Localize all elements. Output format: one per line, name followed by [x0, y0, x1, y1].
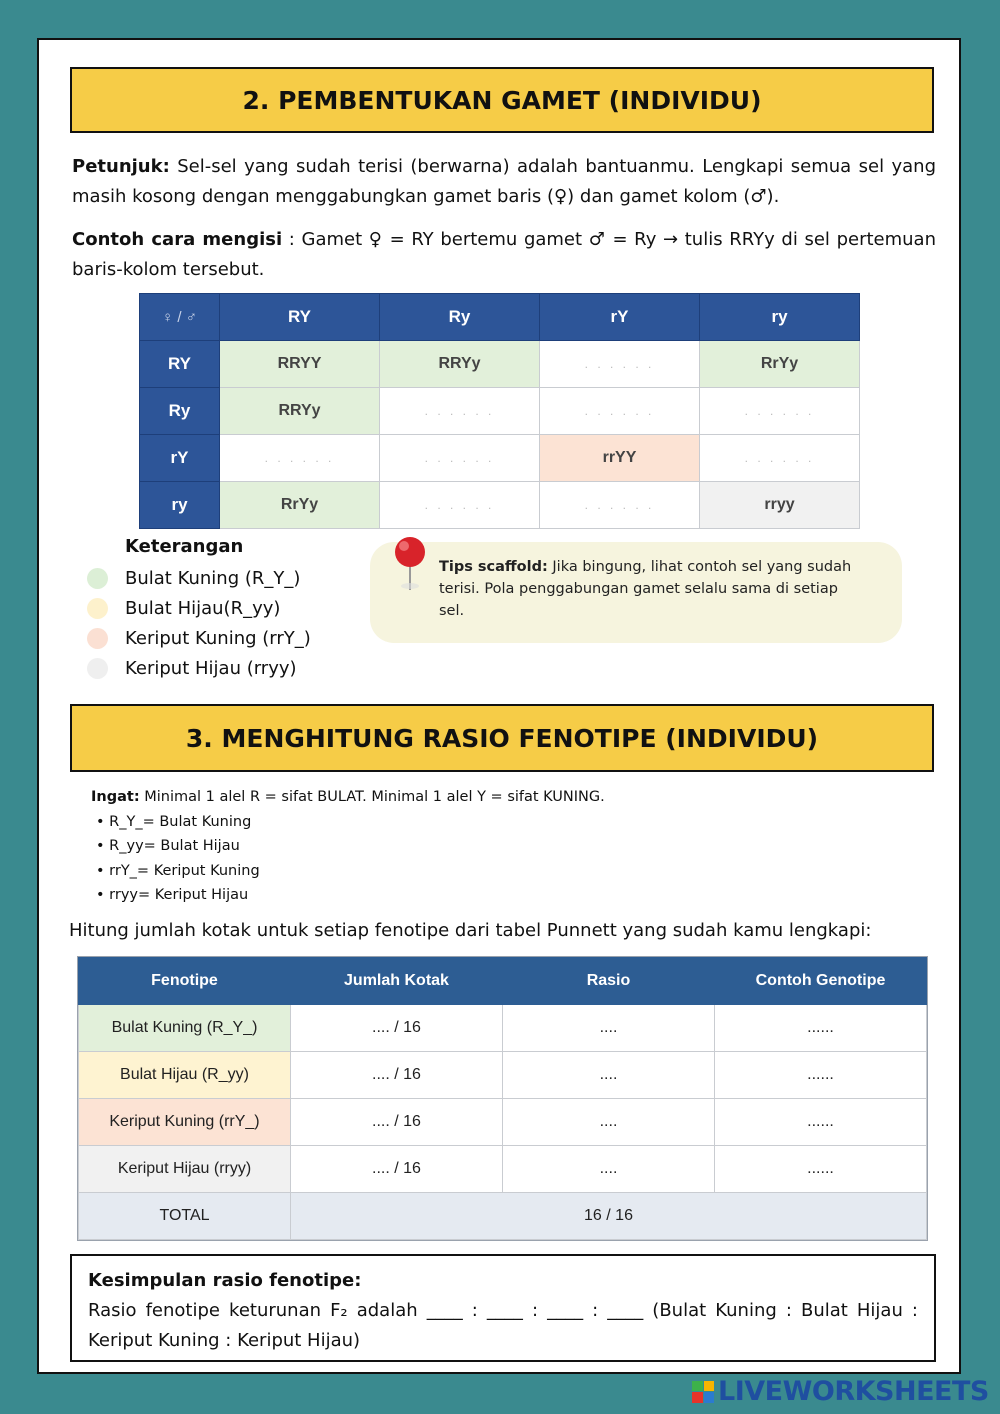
punnett-row — [140, 388, 860, 435]
fenotipe-name: Keriput Kuning (rrY_) — [79, 1099, 291, 1146]
fenotipe-header-row — [79, 958, 927, 1005]
ingat-line — [91, 785, 605, 810]
example-text: : Gamet ♀ = RY bertemu gamet ♂ = Ry → tulis RRYy di sel pertemuan baris-kolom tersebut. — [72, 229, 936, 280]
legend-item — [87, 653, 311, 683]
instruction-label: Petunjuk: — [72, 156, 170, 177]
fenotipe-row — [79, 1005, 927, 1052]
punnett-row-header: Ry — [140, 388, 220, 435]
rasio-input[interactable]: .... — [503, 1005, 715, 1052]
punnett-cell-empty[interactable]: . . . . . . — [380, 482, 540, 529]
punnett-cell-filled: RRYy — [220, 388, 380, 435]
legend — [87, 536, 311, 683]
instruction-text: Sel-sel yang sudah terisi (berwarna) adalah bantuanmu. Lengkapi semua sel yang masih kosong dengan menggabungkan gamet baris (♀) dan gamet kolom (♂). — [72, 156, 936, 207]
legend-swatch — [87, 568, 108, 589]
fenotipe-table — [78, 957, 927, 1240]
genotipe-input[interactable]: ...... — [715, 1005, 927, 1052]
punnett-row — [140, 341, 860, 388]
ingat-bullet: • rryy= Keriput Hijau — [96, 887, 249, 903]
legend-label: Bulat Hijau(R_yy) — [125, 597, 281, 619]
genotipe-input[interactable]: ...... — [715, 1052, 927, 1099]
punnett-row — [140, 435, 860, 482]
jumlah-input[interactable]: .... / 16 — [291, 1005, 503, 1052]
ingat-block — [91, 785, 605, 908]
fenotipe-name: Keriput Hijau (rryy) — [79, 1146, 291, 1193]
conclusion-box — [70, 1254, 936, 1362]
total-value: 16 / 16 — [291, 1193, 927, 1240]
jumlah-input[interactable]: .... / 16 — [291, 1146, 503, 1193]
fenotipe-row — [79, 1099, 927, 1146]
tips-label: Tips scaffold: — [439, 559, 548, 575]
tips-box — [370, 542, 902, 643]
fenotipe-table-wrap — [77, 956, 928, 1241]
jumlah-input[interactable]: .... / 16 — [291, 1052, 503, 1099]
ingat-text: Minimal 1 alel R = sifat BULAT. Minimal 1 alel Y = sifat KUNING. — [144, 789, 605, 805]
rasio-input[interactable]: .... — [503, 1099, 715, 1146]
example-label: Contoh cara mengisi — [72, 229, 283, 250]
instruction-paragraph — [72, 152, 936, 212]
rasio-input[interactable]: .... — [503, 1052, 715, 1099]
punnett-row-header: RY — [140, 341, 220, 388]
legend-label: Keriput Kuning (rrY_) — [125, 627, 311, 649]
liveworksheets-logo-icon — [692, 1381, 714, 1403]
conclusion-label: Kesimpulan rasio fenotipe: — [88, 1270, 362, 1291]
worksheet-page — [37, 38, 961, 1374]
punnett-cell-empty[interactable]: . . . . . . — [540, 388, 700, 435]
legend-item — [87, 593, 311, 623]
punnett-cell-empty[interactable]: . . . . . . — [380, 388, 540, 435]
punnett-row-header: rY — [140, 435, 220, 482]
tips-text: Jika bingung, lihat contoh sel yang sudah terisi. Pola penggabungan gamet selalu sama di setiap sel. — [439, 559, 852, 619]
punnett-corner: ♀ / ♂ — [140, 294, 220, 341]
punnett-cell-empty[interactable]: . . . . . . — [700, 388, 860, 435]
liveworksheets-brand — [692, 1376, 989, 1407]
legend-label: Bulat Kuning (R_Y_) — [125, 567, 301, 589]
section-2-title: 2. PEMBENTUKAN GAMET (INDIVIDU) — [70, 67, 934, 133]
section-3-title: 3. MENGHITUNG RASIO FENOTIPE (INDIVIDU) — [70, 704, 934, 772]
legend-swatch — [87, 658, 108, 679]
ingat-bullet: • R_yy= Bulat Hijau — [96, 838, 240, 854]
rasio-input[interactable]: .... — [503, 1146, 715, 1193]
legend-item — [87, 563, 311, 593]
fenotipe-col-header: Contoh Genotipe — [715, 958, 927, 1005]
legend-swatch — [87, 598, 108, 619]
punnett-cell-empty[interactable]: . . . . . . — [540, 341, 700, 388]
fenotipe-name: Bulat Hijau (R_yy) — [79, 1052, 291, 1099]
punnett-cell-filled: rrYY — [540, 435, 700, 482]
legend-swatch — [87, 628, 108, 649]
genotipe-input[interactable]: ...... — [715, 1146, 927, 1193]
punnett-col-header: RY — [220, 294, 380, 341]
punnett-col-header: Ry — [380, 294, 540, 341]
ingat-bullet: • R_Y_= Bulat Kuning — [96, 813, 252, 830]
punnett-header-row — [140, 294, 860, 341]
pushpin-icon — [390, 536, 430, 592]
total-label: TOTAL — [79, 1193, 291, 1240]
brand-text: LIVEWORKSHEETS — [718, 1376, 989, 1407]
fenotipe-col-header: Jumlah Kotak — [291, 958, 503, 1005]
punnett-cell-empty[interactable]: . . . . . . — [700, 435, 860, 482]
punnett-cell-empty[interactable]: . . . . . . — [540, 482, 700, 529]
genotipe-input[interactable]: ...... — [715, 1099, 927, 1146]
ingat-bullet: • rrY_= Keriput Kuning — [96, 862, 260, 879]
fenotipe-total-row — [79, 1193, 927, 1240]
punnett-cell-filled: RrYy — [700, 341, 860, 388]
punnett-cell-empty[interactable]: . . . . . . — [220, 435, 380, 482]
legend-item — [87, 623, 311, 653]
punnett-cell-filled: RRYY — [220, 341, 380, 388]
punnett-col-header: ry — [700, 294, 860, 341]
punnett-col-header: rY — [540, 294, 700, 341]
punnett-row-header: ry — [140, 482, 220, 529]
punnett-cell-filled: rryy — [700, 482, 860, 529]
conclusion-text[interactable]: Rasio fenotipe keturunan F₂ adalah ____ : ____ : ____ : ____ (Bulat Kuning : Bulat Hijau : Keriput Kuning : Keriput Hijau) — [88, 1300, 918, 1351]
fenotipe-col-header: Rasio — [503, 958, 715, 1005]
legend-label: Keriput Hijau (rryy) — [125, 657, 297, 679]
punnett-row — [140, 482, 860, 529]
example-paragraph — [72, 225, 936, 285]
punnett-cell-empty[interactable]: . . . . . . — [380, 435, 540, 482]
fenotipe-row — [79, 1052, 927, 1099]
punnett-table — [139, 293, 860, 529]
ingat-label: Ingat: — [91, 789, 140, 805]
count-instruction: Hitung jumlah kotak untuk setiap fenotipe dari tabel Punnett yang sudah kamu lengkapi: — [69, 920, 872, 941]
punnett-cell-filled: RRYy — [380, 341, 540, 388]
fenotipe-row — [79, 1146, 927, 1193]
jumlah-input[interactable]: .... / 16 — [291, 1099, 503, 1146]
fenotipe-col-header: Fenotipe — [79, 958, 291, 1005]
punnett-cell-filled: RrYy — [220, 482, 380, 529]
fenotipe-name: Bulat Kuning (R_Y_) — [79, 1005, 291, 1052]
legend-title: Keterangan — [125, 536, 244, 557]
